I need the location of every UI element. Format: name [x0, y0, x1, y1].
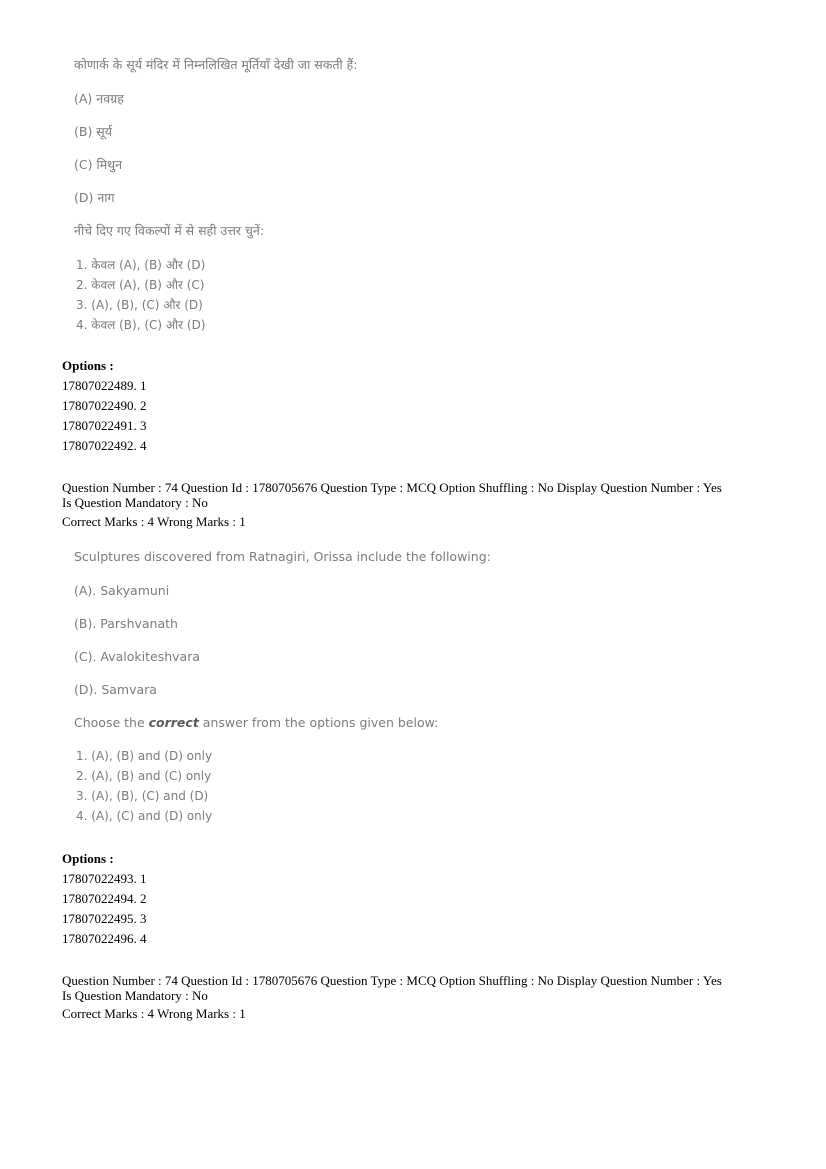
q73-choice-1: 1. केवल (A), (B) और (D) — [76, 258, 206, 272]
q74-instruction-post: answer from the options given below: — [198, 715, 439, 730]
q74-stem: Sculptures discovered from Ratnagiri, Orissa include the following: — [74, 549, 491, 564]
q73-item-d: (D) नाग — [74, 190, 115, 205]
question-info-line: Question Number : 74 Question Id : 1780705676 Question Type : MCQ Option Shuffling : No Display Question Number : Yes — [62, 973, 722, 988]
q73-item-b: (B) सूर्य — [74, 124, 113, 139]
options-heading: Options : — [62, 851, 114, 866]
option-row: 17807022490. 2 — [62, 398, 147, 413]
q73-item-a: (A) नवग्रह — [74, 91, 124, 106]
q74-instruction-emphasis: correct — [148, 715, 199, 730]
q73-question-image — [62, 52, 622, 342]
q74-choice-4: 4. (A), (C) and (D) only — [76, 809, 213, 823]
option-row: 17807022495. 3 — [62, 911, 147, 926]
q73-stem: कोणार्क के सूर्य मंदिर में निम्नलिखित मूर्तियाँ देखी जा सकती हैं: — [74, 57, 358, 72]
options-heading: Options : — [62, 358, 114, 373]
question-info-line: Question Number : 74 Question Id : 1780705676 Question Type : MCQ Option Shuffling : No Display Question Number : Yes — [62, 480, 722, 495]
q74-item-a: (A). Sakyamuni — [74, 583, 170, 598]
option-row: 17807022493. 1 — [62, 871, 147, 886]
option-row: 17807022496. 4 — [62, 931, 147, 946]
q74-item-d: (D). Samvara — [74, 682, 157, 697]
q74-choice-3: 3. (A), (B), (C) and (D) — [76, 789, 209, 803]
option-row: 17807022491. 3 — [62, 418, 147, 433]
q74-instruction-pre: Choose the — [74, 715, 149, 730]
q74-item-b: (B). Parshvanath — [74, 616, 178, 631]
q73-instruction: नीचे दिए गए विकल्पों में से सही उत्तर चुनें: — [74, 223, 265, 238]
q74-question-image — [62, 545, 622, 835]
q73-choice-2: 2. केवल (A), (B) और (C) — [76, 278, 205, 292]
q74-choice-2: 2. (A), (B) and (C) only — [76, 769, 212, 783]
option-row: 17807022494. 2 — [62, 891, 147, 906]
q73-choice-3: 3. (A), (B), (C) और (D) — [76, 298, 203, 312]
mandatory-line: Is Question Mandatory : No — [62, 988, 208, 1003]
marks-line: Correct Marks : 4 Wrong Marks : 1 — [62, 1006, 246, 1021]
q73-choice-4: 4. केवल (B), (C) और (D) — [76, 318, 206, 332]
q74-instruction — [74, 715, 438, 730]
q74-item-c: (C). Avalokiteshvara — [74, 649, 201, 664]
q73-item-c: (C) मिथुन — [74, 157, 123, 172]
option-row: 17807022489. 1 — [62, 378, 147, 393]
option-row: 17807022492. 4 — [62, 438, 147, 453]
marks-line: Correct Marks : 4 Wrong Marks : 1 — [62, 514, 246, 529]
mandatory-line: Is Question Mandatory : No — [62, 495, 208, 510]
q74-choice-1: 1. (A), (B) and (D) only — [76, 749, 213, 763]
